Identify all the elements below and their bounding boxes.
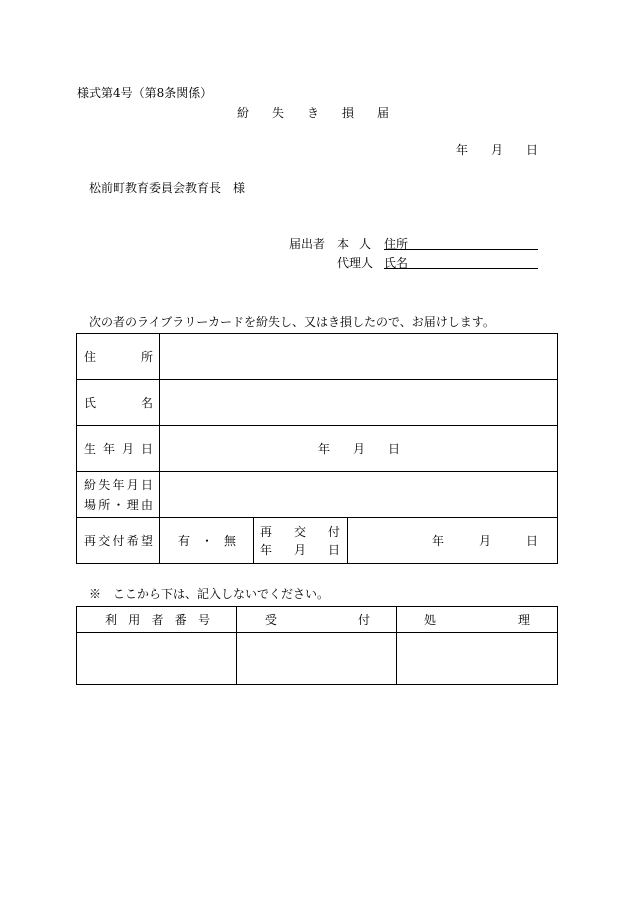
intro-text: 次の者のライブラリーカードを紛失し、又はき損したので、お届けします。 [89,315,495,329]
user-number-cell[interactable] [77,633,237,685]
label-char: 年 [112,478,125,492]
header-char: 者 [151,613,164,627]
header-char: 号 [197,613,210,627]
processing-cell[interactable] [397,633,558,685]
label-char: 希 [126,534,139,548]
label-char: 名 [140,396,153,410]
applicant-label: 届出者 [289,237,326,251]
reception-header [237,607,397,633]
choice-no[interactable]: 無 [223,534,236,548]
header-char: 用 [128,613,141,627]
reissue-date-cell[interactable] [348,518,558,564]
loss-row-label [77,472,160,518]
loss-detail-cell[interactable] [160,472,558,518]
label-char: 日 [140,442,153,456]
label-char: 月 [126,478,139,492]
label-char: 再 [84,534,97,548]
address-input-cell[interactable] [160,334,558,380]
label-char: 住 [84,350,97,364]
title-char: 失 [271,106,284,120]
name-input-cell[interactable] [160,380,558,426]
label-char: 再 [260,525,273,539]
date-year: 年 [456,143,469,157]
birth-date-cell[interactable] [160,426,558,472]
date-year: 年 [318,442,331,456]
date-month: 月 [478,534,491,548]
date-day: 日 [525,534,538,548]
title-char: 届 [376,106,389,120]
addressee: 松前町教育委員会教育長 様 [89,181,246,195]
reissue-date-label [254,518,348,564]
label-char: 交 [293,525,306,539]
header-char: 処 [424,613,437,627]
label-char: 所 [98,498,111,512]
label-char: 付 [327,525,340,539]
title-char: 紛 [237,106,250,120]
table-row [77,380,558,426]
header-char: 受 [265,613,278,627]
date-month: 月 [352,442,365,456]
office-use-note: ※ ここから下は、記入しないでください。 [89,587,330,601]
label-char: 日 [140,478,153,492]
label-char: 年 [102,442,115,456]
header-char: 番 [174,613,187,627]
table-row [77,334,558,380]
label-char: 所 [140,350,153,364]
self-char: 本 [337,237,350,251]
name-field[interactable] [384,254,538,269]
label-char: 日 [327,543,340,557]
choice-yes[interactable]: 有 [178,534,191,548]
label-char: 場 [84,498,97,512]
label-char: ・ [112,498,125,512]
office-table [76,606,558,685]
label-char: 月 [293,543,306,557]
label-char: 由 [140,498,153,512]
header-char: 理 [517,613,530,627]
label-char: 付 [112,534,125,548]
submission-date [456,141,538,158]
table-row [77,518,558,564]
label-char: 氏 [84,396,97,410]
label-char: 紛 [84,478,97,492]
address-field[interactable] [384,235,538,250]
document-title [237,104,389,121]
reception-cell[interactable] [237,633,397,685]
date-month: 月 [490,143,503,157]
reissue-choice-cell[interactable] [160,518,254,564]
label-char: 失 [98,478,111,492]
label-char: 年 [260,543,273,557]
label-char: 理 [126,498,139,512]
proxy-label: 代理人 [337,256,374,270]
form-table [76,333,558,564]
name-label: 氏名 [384,256,409,270]
label-char: 月 [121,442,134,456]
label-char: 生 [84,442,97,456]
label-char: 望 [140,534,153,548]
processing-header [397,607,558,633]
title-char: き [306,106,319,120]
address-row-label [77,334,160,380]
name-row-label [77,380,160,426]
table-row [77,607,558,633]
address-label: 住所 [384,237,409,251]
date-day: 日 [387,442,400,456]
choice-separator: ・ [200,534,213,548]
table-row [77,633,558,685]
reissue-row-label [77,518,160,564]
table-row [77,426,558,472]
date-day: 日 [525,143,538,157]
date-year: 年 [432,534,445,548]
self-label [337,235,371,252]
birth-row-label [77,426,160,472]
user-number-header [77,607,237,633]
form-number: 様式第4号（第8条関係） [77,86,213,100]
self-char: 人 [358,237,371,251]
label-char: 交 [98,534,111,548]
title-char: 損 [341,106,354,120]
header-char: 利 [105,613,118,627]
header-char: 付 [357,613,370,627]
table-row [77,472,558,518]
